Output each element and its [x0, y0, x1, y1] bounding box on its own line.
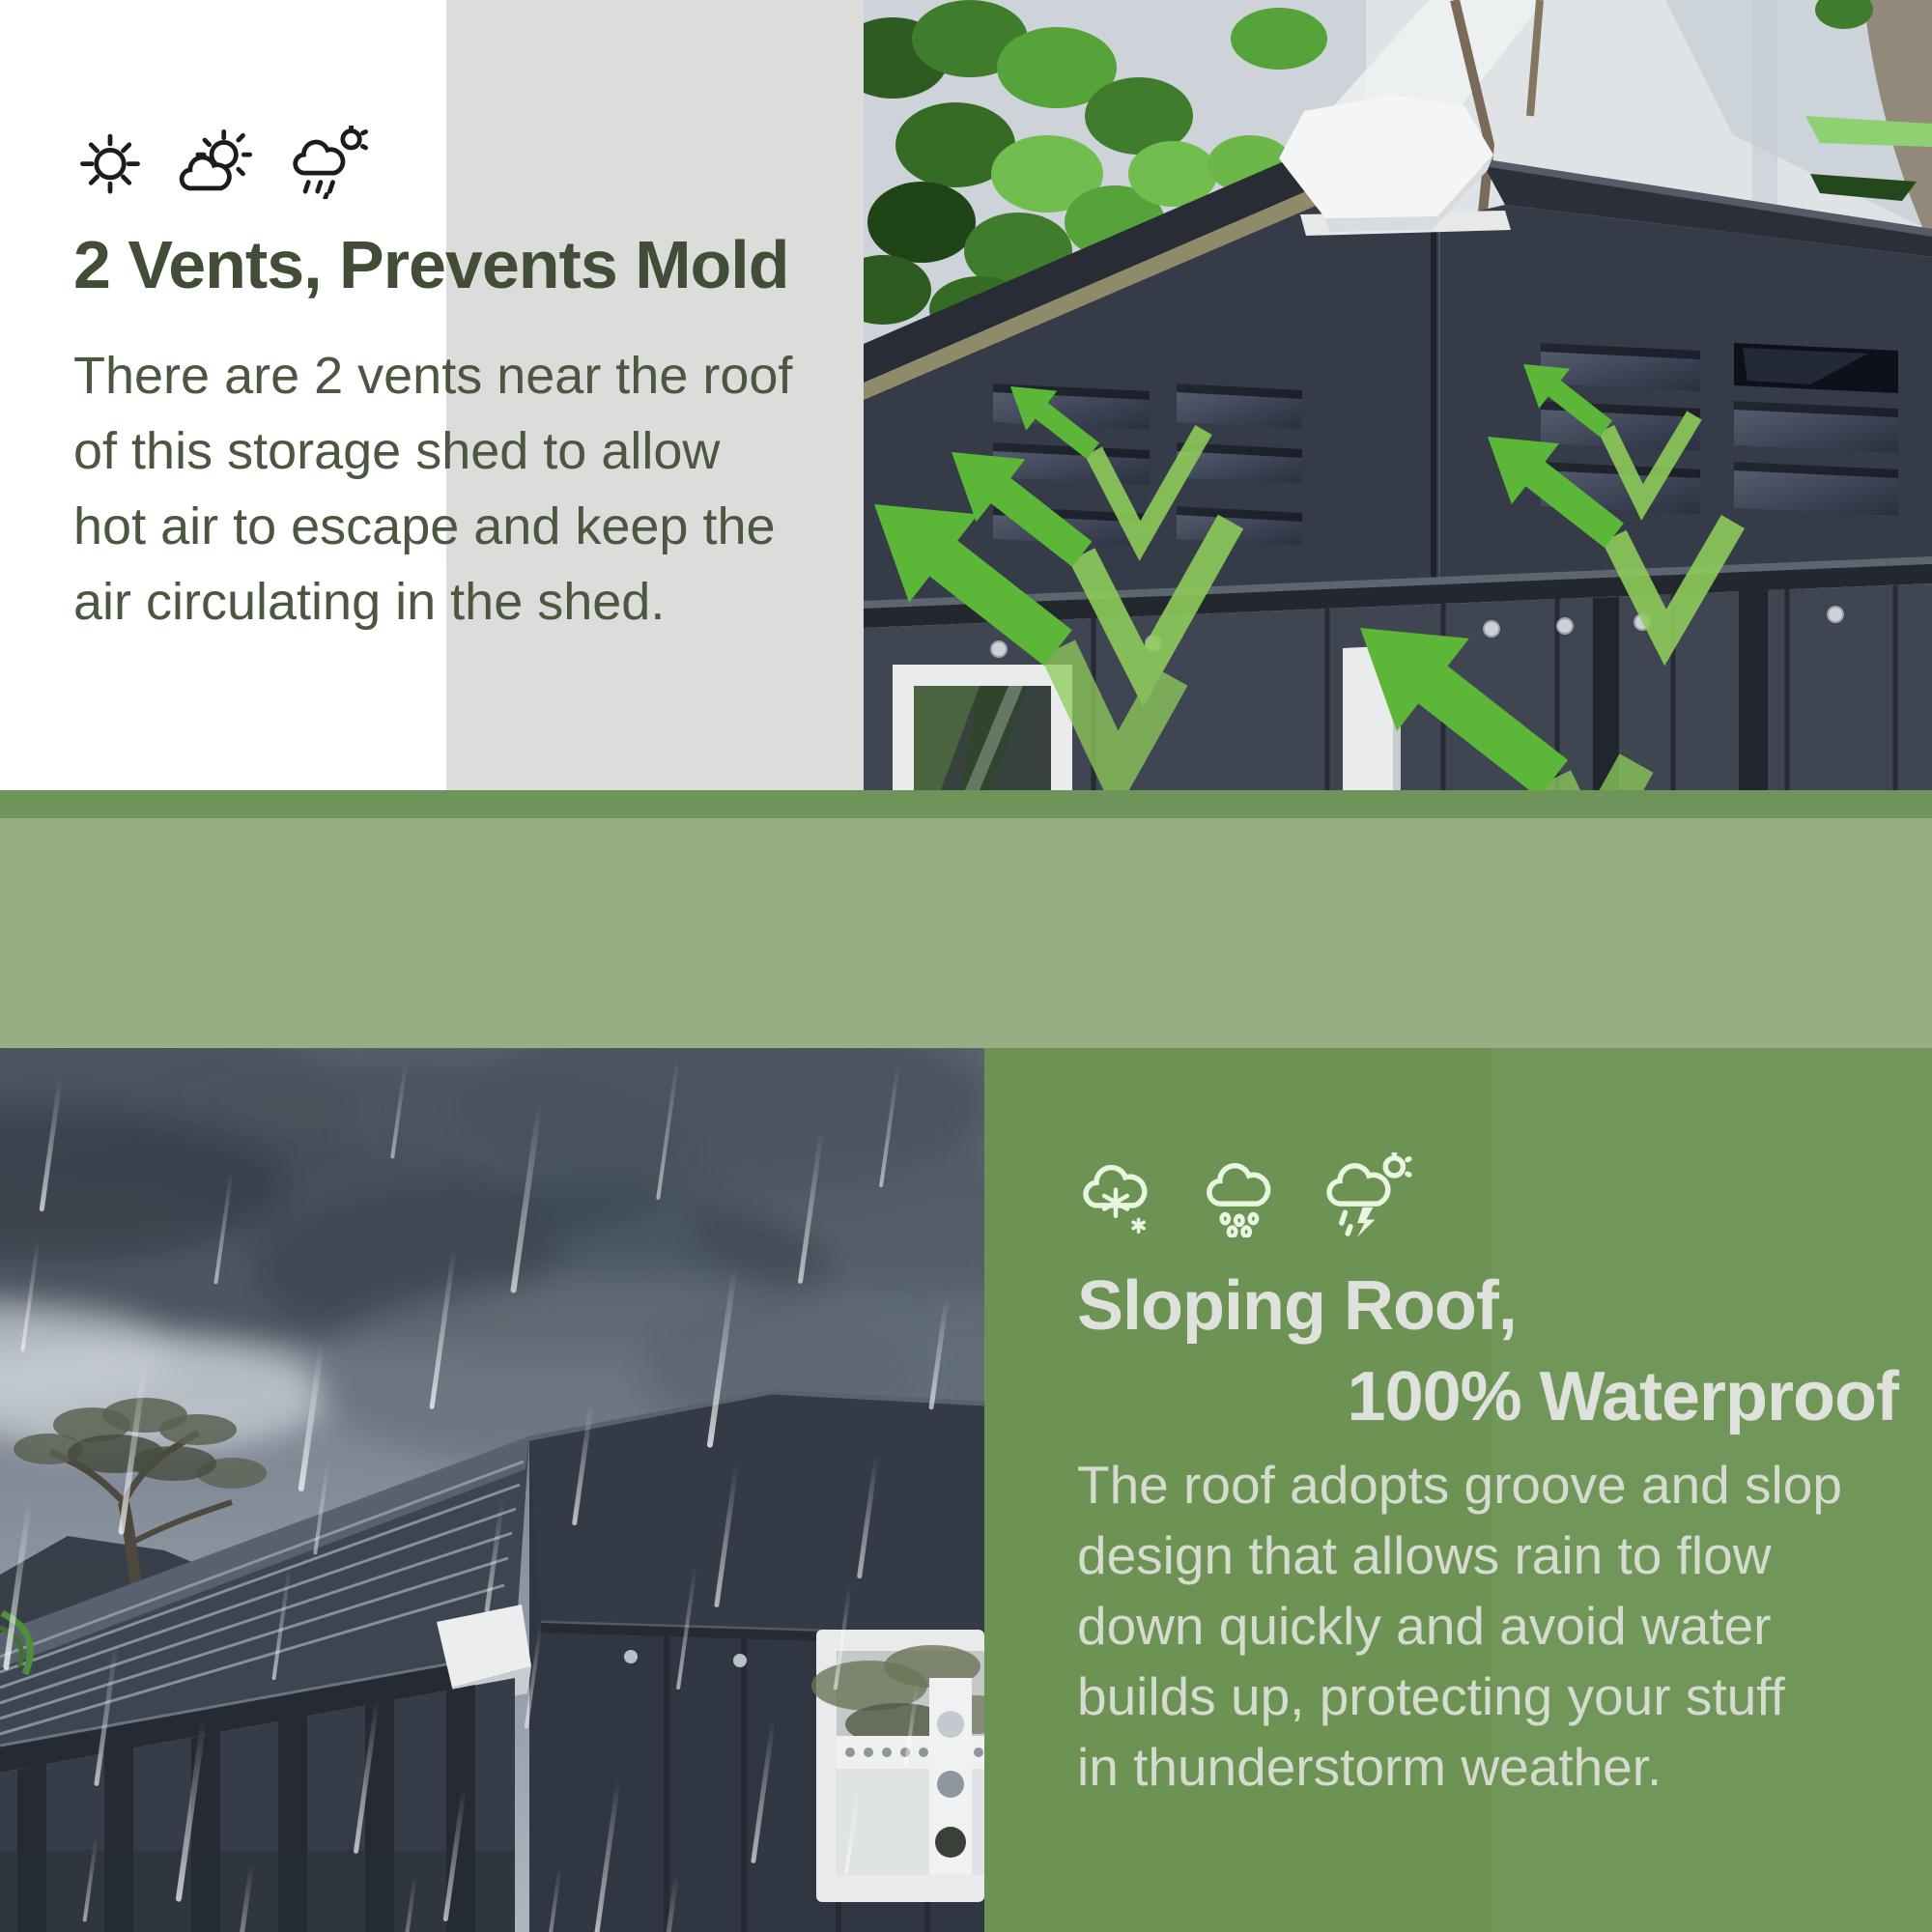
vents-heading: 2 Vents, Prevents Mold	[73, 227, 789, 302]
divider-strip-light	[0, 818, 1932, 1048]
sun-icon	[73, 126, 147, 199]
storm-cloud-sun-icon	[1321, 1152, 1417, 1237]
rain-cloud-sun-icon	[284, 126, 371, 199]
heading-line-1: Sloping Roof,	[1077, 1267, 1517, 1345]
vents-feature-block	[73, 126, 866, 639]
waterproof-panel	[984, 1048, 1932, 1932]
waterproof-body: The roof adopts groove and slop design that allows rain to flow down quickly and avoid water builds up, protecting your stuff in thunderstorm weather.	[1077, 1455, 1842, 1797]
vents-body: There are 2 vents near the roof of this storage shed to allow hot air to escape and keep the air circulating in the shed.	[73, 347, 793, 631]
waterproof-feature-block	[1077, 1164, 1898, 1803]
heading-line-2: 100% Waterproof	[1347, 1358, 1898, 1435]
shed-window	[893, 665, 1072, 790]
snow-cloud-icon	[1077, 1152, 1174, 1237]
rainstorm-photo	[0, 1048, 984, 1932]
sun-behind-cloud-icon	[172, 126, 259, 199]
rain-cloud-icon	[1199, 1152, 1295, 1237]
weather-icons-top	[73, 126, 866, 199]
weather-icons-bottom	[1077, 1164, 1898, 1237]
shed-vents-photo	[864, 0, 1932, 790]
waterproof-heading	[1077, 1261, 1898, 1442]
divider-strip-dark	[0, 790, 1932, 818]
